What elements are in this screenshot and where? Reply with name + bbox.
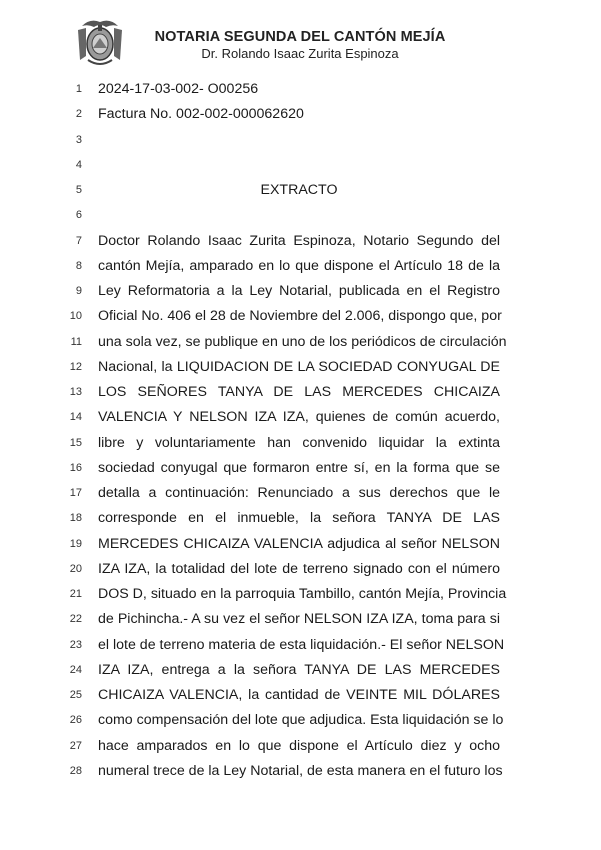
document-line: Oficial No. 406 el 28 de Noviembre del 2.006, dispongo que, por [98, 308, 502, 325]
line-number: 2 [75, 108, 82, 121]
line-number: 27 [69, 739, 82, 752]
line-number: 6 [75, 209, 82, 222]
line-number: 26 [69, 714, 82, 727]
line-number: 12 [69, 360, 82, 373]
line-number: 5 [75, 184, 82, 196]
line-number: 25 [69, 689, 82, 701]
document-line: VALENCIA Y NELSON IZA IZA, quienes de común acuerdo, [98, 409, 500, 426]
line-number: 19 [69, 537, 82, 550]
line-number: 13 [69, 386, 82, 398]
line-number: 16 [69, 461, 82, 474]
document-line: CHICAIZA VALENCIA, la cantidad de VEINTE MIL DÓLARES [98, 687, 500, 703]
document-line: DOS D, situado en la parroquia Tambillo, cantón Mejía, Provincia [98, 586, 507, 602]
document-line: LOS SEÑORES TANYA DE LAS MERCEDES CHICAIZA [98, 384, 500, 400]
document-line: hace amparados en lo que dispone el Artículo diez y ocho [98, 737, 500, 754]
notary-office-title: NOTARIA SEGUNDA DEL CANTÓN MEJÍA [154, 29, 446, 45]
line-number: 7 [75, 234, 82, 247]
line-number: 9 [75, 285, 82, 297]
document-line: corresponde en el inmueble, la señora TANYA DE LAS [98, 510, 500, 527]
coat-of-arms-seal [76, 16, 124, 68]
document-line: 2024-17-03-002- O00256 [98, 81, 259, 97]
document-heading: EXTRACTO [260, 182, 338, 198]
document-line: Ley Reformatoria a la Ley Notarial, publicada en el Registro [98, 283, 500, 299]
line-number: 11 [70, 335, 82, 348]
document-line: libre y voluntariamente han convenido liquidar la extinta [98, 434, 500, 451]
document-line: numeral trece de la Ley Notarial, de esta manera en el futuro los [98, 762, 503, 779]
line-number: 17 [69, 487, 82, 499]
line-number: 21 [69, 588, 82, 600]
document-line: Nacional, la LIQUIDACION DE LA SOCIEDAD CONYUGAL DE [98, 358, 500, 375]
line-number: 23 [69, 638, 82, 651]
line-number: 15 [69, 436, 82, 449]
document-line: Doctor Rolando Isaac Zurita Espinoza, Notario Segundo del [98, 232, 500, 249]
document-line: cantón Mejía, amparado en lo que dispone el Artículo 18 de la [98, 257, 500, 274]
document-line: como compensación del lote que adjudica. Esta liquidación se lo [98, 712, 504, 729]
document-line: una sola vez, se publique en uno de los periódicos de circulación [98, 333, 507, 350]
line-number: 4 [75, 158, 82, 171]
document-line: MERCEDES CHICAIZA VALENCIA adjudica al señor NELSON [98, 535, 500, 552]
document-line: de Pichincha.- A su vez el señor NELSON IZA IZA, toma para si [98, 611, 500, 628]
line-number: 10 [69, 310, 82, 323]
line-number: 3 [75, 133, 82, 146]
line-number: 18 [69, 512, 82, 525]
line-number: 22 [69, 613, 82, 626]
document-line: IZA IZA, la totalidad del lote de terreno signado con el número [98, 560, 500, 577]
line-number: 20 [69, 562, 82, 575]
line-number: 28 [69, 764, 82, 777]
line-number: 8 [75, 259, 82, 272]
document-line: detalla a continuación: Renunciado a sus derechos que le [98, 485, 500, 501]
document-line: el lote de terreno materia de esta liquidación.- El señor NELSON [98, 636, 505, 653]
line-number: 14 [69, 411, 82, 424]
line-number: 1 [75, 83, 82, 95]
notary-name-subtitle: Dr. Rolando Isaac Zurita Espinoza [201, 46, 399, 61]
document-line: sociedad conyugal que formaron entre sí, en la forma que se [98, 459, 500, 476]
document-line: IZA IZA, entrega a la señora TANYA DE LAS MERCEDES [98, 661, 500, 678]
document-line: Factura No. 002-002-000062620 [98, 106, 304, 123]
line-number: 24 [69, 663, 82, 676]
